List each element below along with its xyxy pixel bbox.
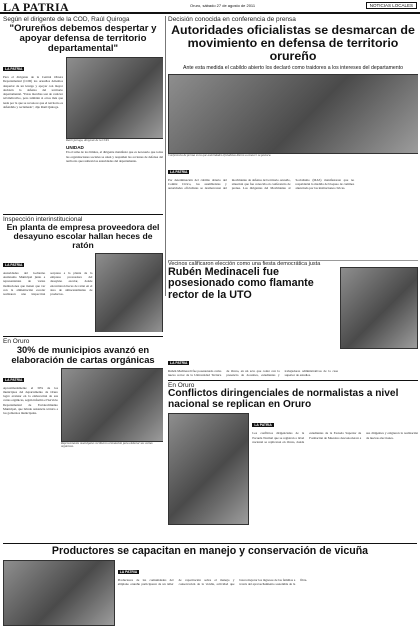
article-medinaceli: [168, 260, 418, 380]
article-kicker: Decisión conocida en conferencia de prensa: [168, 16, 296, 23]
subhead-unidad: UNIDAD: [66, 144, 84, 150]
photo-caption: Representantes municipales recibieron orientación para elaborar sus cartas orgánicas.: [61, 440, 153, 449]
vicuna-photo: [3, 560, 115, 626]
photo-caption: Raúl Quiroga, dirigente de la COD.: [66, 138, 110, 143]
article-headline: Autoridades oficialistas se desmarcan de movimiento en defensa de territorio orureño: [171, 23, 415, 64]
article-conflictos: [168, 380, 418, 540]
masthead: [0, 0, 420, 14]
quiroga-photo: [66, 57, 163, 139]
conference-photo: [168, 74, 418, 154]
byline-tag: LA PATRIA: [119, 570, 138, 575]
article-kicker: Según el dirigente de la COD, Raúl Quiroga: [3, 16, 130, 23]
article-kicker: En Oruro: [168, 382, 195, 389]
article-body: Aproximadamente el 30% de los municipios del departamento de Oruro logró avanzar en la elaboración de sus cartas orgánicas, según informó el Servicio Departamental de Fortalecimiento Municipal, que brinda asistencia técnica a los gobiernos municipales.: [3, 385, 58, 416]
section-tag: NOTICIAS LOCALES: [366, 2, 417, 9]
newspaper-logo: LA PATRIA: [3, 0, 69, 14]
article-kicker: Vecinos calificaron elección como una fiesta democrática justa: [168, 261, 321, 267]
article-headline: Conflictos diringenciales de normalistas a nivel nacional se replican en Oruro: [168, 388, 399, 410]
byline-tag: LA PATRIA: [5, 263, 23, 268]
dateline: Oruro, sábado 27 de agosto de 2011: [190, 3, 256, 8]
article-body: Productores de las comunidades del altiplano orureño participaron de un taller de capacitación sobre el manejo y conservación de la vicuña, actividad que busca mejorar los ingresos de las familias a través del aprovechamiento sostenible de la fibra.: [117, 578, 308, 587]
municipios-photo: [61, 368, 163, 442]
article-kicker: En Oruro: [3, 338, 30, 345]
byline-tag: LA PATRIA: [170, 361, 188, 365]
article-body: Para el dirigente de la Central Obrera Departamental (COD) los orureños debemos despertar de un letargo y apoyar con mayor decisión la defensa del territorio departamental. "Estas marchas son de carácter reivindicativo, pero también si otros más que nada por la que se reconoce que el territorio es defendido y reclamado", dijo Raúl Quiroga.: [3, 75, 63, 109]
article-quiroga: [3, 16, 163, 211]
article-body: Los conflictos dirigenciales de la Escuela Normal que se registran a nivel nacional se replicaron en Oruro, donde estudiantes de la Escuela Superior de Formación de Maestros desconocieron a sus dirigentes y exigieron la realización de nuevas elecciones.: [252, 431, 418, 444]
article-deck: Ante esta medida el cabildo abierto los declaró como traidores a los intereses del departamento: [182, 65, 404, 72]
article-body: Autoridades del Gobierno Autónomo Municipal junto a representantes de varias instituciones que tienen que ver con la alimentación escolar realizaron una inspección sorpresa a la planta de la empresa proveedora del desayuno escolar, donde encontraron heces de ratón en el área de almacenamiento de productos.: [3, 271, 93, 297]
byline-tag: LA PATRIA: [5, 377, 23, 382]
byline-tag: LA PATRIA: [170, 169, 188, 174]
article-inspeccion: [3, 214, 163, 332]
article-headline: Productores se capacitan en manejo y conservación de vicuña: [51, 545, 369, 557]
article-headline: "Orureños debemos despertar y apoyar defensa de territorio departamental": [9, 23, 157, 55]
byline-tag: LA PATRIA: [254, 423, 272, 428]
article-headline: Rubén Medinaceli fue posesionado como flamante rector de la UTO: [168, 266, 314, 301]
article-body: Rubén Medinaceli fue posesionado como nuevo rector de la Universidad Técnica de Oruro, en un acto que contó con la presencia de docentes, estudiantes y trabajadores administrativos de la casa superior de estudios.: [168, 369, 338, 378]
photo-caption: Conferencia de prensa en la que autoridades oficialistas dieron a conocer su postura.: [168, 153, 272, 158]
rector-photo: [340, 267, 418, 349]
column-divider: [165, 16, 166, 296]
article-headline: 30% de municipios avanzó en elaboración de cartas orgánicas: [11, 344, 155, 365]
article-body-2: En el tema de los límites, el dirigente manifestó que es necesario que todas las organizaciones sociales se unan y respalden las acciones de defensa del territorio que realizan las autoridades del departamento.: [66, 150, 163, 163]
inspection-photo: [95, 253, 163, 332]
article-main: [168, 16, 418, 214]
article-kicker: Inspección interinstitucional: [3, 216, 83, 223]
article-municipios: [3, 336, 163, 540]
byline-tag: LA PATRIA: [5, 67, 23, 72]
article-body: Por determinación del cabildo abierto del Comité Cívico, los asambleístas y autoridades oficialistas se desmarcaron del movimiento de defensa del territorio orureño, situación que fue conocida en conferencia de prensa. Los dirigentes del Movimiento al Socialismo (MAS) manifestaron que no respaldarán la medida de bloqueo de caminos anunciada por las instituciones cívicas.: [168, 177, 355, 191]
normalistas-photo: [168, 413, 249, 525]
article-vicuna: [3, 543, 417, 628]
article-headline: En planta de empresa proveedora del desayuno escolar hallan heces de ratón: [6, 222, 160, 251]
